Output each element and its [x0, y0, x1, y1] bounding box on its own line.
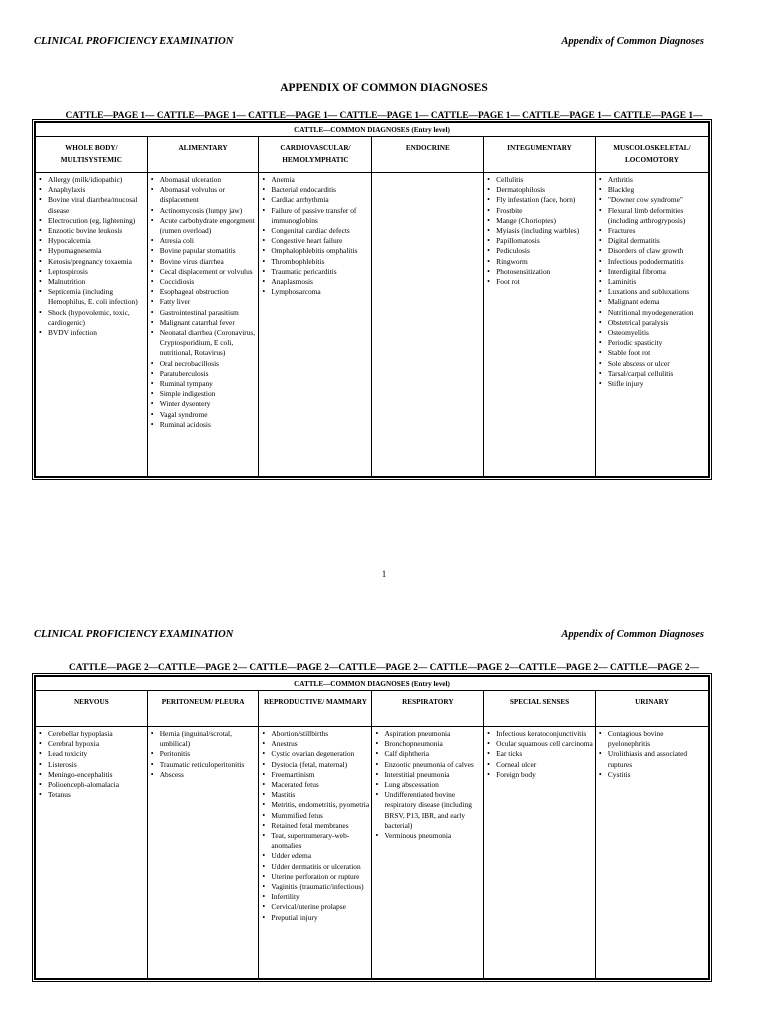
diagnosis-item: • Blackleg	[599, 185, 706, 195]
diagnosis-item: • Frostbite	[487, 206, 593, 216]
diagnosis-item: • Arthritis	[599, 175, 706, 185]
diagnosis-item: • Polioenceph-alomalacia	[39, 780, 145, 790]
diagnosis-item: • Traumatic reticuloperitonitis	[151, 760, 257, 770]
diagnosis-item: • Obstetrical paralysis	[599, 318, 706, 328]
page-header	[34, 36, 704, 47]
page1-diagnoses-table	[34, 121, 710, 478]
diagnosis-item: • Infectious keratoconjunctivitis	[487, 729, 593, 739]
diagnosis-item: • Bovine viral diarrhea/mucosal disease	[39, 195, 145, 215]
diagnosis-item: • Ocular squamous cell carcinoma	[487, 739, 593, 749]
diagnosis-item: • Simple indigestion	[151, 389, 257, 399]
column-heading: PERITONEUM/ PLEURA	[147, 691, 259, 727]
diagnosis-item: • Ketosis/pregnancy toxaemia	[39, 257, 145, 267]
diagnosis-item: • Urolithiasis and associated ruptures	[599, 749, 706, 769]
diagnosis-list	[262, 175, 369, 297]
diagnosis-list-cell	[372, 727, 484, 979]
diagnosis-item: • Hernia (inguinal/scrotal, umbilical)	[151, 729, 257, 749]
diagnosis-item: • Verminous pneumonia	[375, 831, 481, 841]
diagnosis-item: • Stable foot rot	[599, 348, 706, 358]
diagnosis-item: • Cerebellar hypoplasia	[39, 729, 145, 739]
diagnosis-item: • Foot rot	[487, 277, 593, 287]
diagnosis-item: • Lymphosarcoma	[262, 287, 369, 297]
diagnosis-item: • Teat, supernumerary-web-anomalies	[262, 831, 369, 851]
diagnosis-item: • Preputial injury	[262, 913, 369, 923]
diagnosis-item: • Leptospirosis	[39, 267, 145, 277]
diagnosis-item: • Papillomatosis	[487, 236, 593, 246]
diagnosis-item: • Paratuberculosis	[151, 369, 257, 379]
diagnosis-item: • Stifle injury	[599, 379, 706, 389]
diagnosis-item: • Oral necrobacillosis	[151, 359, 257, 369]
diagnosis-item: • Ringworm	[487, 257, 593, 267]
diagnosis-item: • Malignant catarrhal fever	[151, 318, 257, 328]
diagnosis-item: • Contagious bovine pyelonephritis	[599, 729, 706, 749]
diagnosis-list-cell	[259, 173, 372, 477]
diagnosis-item: • Freemartinism	[262, 770, 369, 780]
column-heading: MUSCOLOSKELETAL/ LOCOMOTORY	[595, 137, 708, 173]
diagnosis-item: • Mummified fetus	[262, 811, 369, 821]
diagnosis-item: • Acute carbohydrate engorgment (rumen overload)	[151, 216, 257, 236]
diagnosis-list-cell	[484, 727, 596, 979]
diagnosis-item: • Anaplasmosis	[262, 277, 369, 287]
diagnosis-list-cell	[36, 727, 148, 979]
diagnosis-item: • Cecal displacement or volvulus	[151, 267, 257, 277]
column-heading: SPECIAL SENSES	[484, 691, 596, 727]
diagnosis-item: • Foreign body	[487, 770, 593, 780]
diagnosis-item: • Sole abscess or ulcer	[599, 359, 706, 369]
diagnosis-item: • Dermatophilosis	[487, 185, 593, 195]
diagnosis-item: • Tarsal/carpal cellulitis	[599, 369, 706, 379]
diagnosis-item: • Disorders of claw growth	[599, 246, 706, 256]
diagnosis-item: • Omphalophlebitis omphalitis	[262, 246, 369, 256]
diagnosis-item: • Abomasal ulceration	[151, 175, 257, 185]
diagnosis-item: • Listerosis	[39, 760, 145, 770]
diagnosis-item: • Udder dermatitis or ulceration	[262, 862, 369, 872]
diagnosis-item: • Enzootic bovine leukosis	[39, 226, 145, 236]
diagnosis-item: • Enzootic pneumonia of calves	[375, 760, 481, 770]
diagnosis-item: • Myiasis (including warbles)	[487, 226, 593, 236]
diagnosis-item: • Mange (Chorioptes)	[487, 216, 593, 226]
diagnosis-item: • Ear ticks	[487, 749, 593, 759]
diagnosis-item: • Cystic ovarian degeneration	[262, 749, 369, 759]
diagnosis-list	[39, 729, 145, 800]
diagnosis-list-cell	[147, 727, 259, 979]
diagnosis-item: • Luxations and subluxations	[599, 287, 706, 297]
diagnosis-item: • Thrombophlebitis	[262, 257, 369, 267]
diagnosis-item: • Anaphylaxis	[39, 185, 145, 195]
header-left-title: CLINICAL PROFICIENCY EXAMINATION	[34, 629, 234, 640]
column-heading: ALIMENTARY	[147, 137, 259, 173]
diagnosis-item: • Traumatic pericarditis	[262, 267, 369, 277]
diagnosis-list	[487, 175, 593, 287]
diagnosis-item: • Congestive heart failure	[262, 236, 369, 246]
diagnosis-item: • Osteomyelitis	[599, 328, 706, 338]
diagnosis-item: • Cardiac arrhythmia	[262, 195, 369, 205]
diagnosis-item: • Allergy (milk/idiopathic)	[39, 175, 145, 185]
diagnosis-item: • Mastitis	[262, 790, 369, 800]
diagnosis-item: • Fly infestation (face, horn)	[487, 195, 593, 205]
diagnosis-item: • Gastrointestinal parasitism	[151, 308, 257, 318]
diagnosis-item: • Laminitis	[599, 277, 706, 287]
diagnosis-list-cell	[259, 727, 372, 979]
diagnosis-item: • Hypomagnesemia	[39, 246, 145, 256]
page1-ribbon: CATTLE—PAGE 1— CATTLE—PAGE 1— CATTLE—PAGE 1— CATTLE—PAGE 1— CATTLE—PAGE 1— CATTLE—PAGE 1— CATTLE—PAGE 1—	[65, 111, 703, 121]
diagnosis-item: • Digital dermatitis	[599, 236, 706, 246]
diagnosis-list-cell	[484, 173, 596, 477]
diagnosis-item: • Tetanus	[39, 790, 145, 800]
diagnosis-item: • Macerated fetus	[262, 780, 369, 790]
diagnosis-item: • Metritis, endometritis, pyometria	[262, 800, 369, 810]
column-heading: REPRODUCTIVE/ MAMMARY	[259, 691, 372, 727]
document-title: APPENDIX OF COMMON DIAGNOSES	[280, 82, 488, 94]
diagnosis-item: • Anestrus	[262, 739, 369, 749]
diagnosis-item: • Congenital cardiac defects	[262, 226, 369, 236]
diagnosis-item: • "Downer cow syndrome"	[599, 195, 706, 205]
diagnosis-item: • Interstitial pneumonia	[375, 770, 481, 780]
diagnosis-list-cell	[595, 173, 708, 477]
diagnosis-item: • Meningo-encephalitis	[39, 770, 145, 780]
diagnosis-item: • Vaginitis (traumatic/infectious)	[262, 882, 369, 892]
diagnosis-item: • Pediculosis	[487, 246, 593, 256]
diagnosis-list	[39, 175, 145, 338]
diagnosis-list	[599, 729, 706, 780]
diagnosis-item: • Udder edema	[262, 851, 369, 861]
diagnosis-item: • Lead toxicity	[39, 749, 145, 759]
diagnosis-item: • Photosensitization	[487, 267, 593, 277]
diagnosis-item: • Neonatal diarrhea (Coronavirus, Cryptosporidium, E coli, nutritional, Rotavirus)	[151, 328, 257, 359]
diagnosis-item: • Calf diphtheria	[375, 749, 481, 759]
diagnosis-item: • Dystocia (fetal, maternal)	[262, 760, 369, 770]
diagnosis-item: • Ruminal acidosis	[151, 420, 257, 430]
diagnosis-item: • Malignant edema	[599, 297, 706, 307]
diagnosis-item: • Infectious pododermatitis	[599, 257, 706, 267]
diagnosis-item: • Esophageal obstruction	[151, 287, 257, 297]
diagnosis-item: • Abortion/stillbirths	[262, 729, 369, 739]
diagnosis-item: • Flexural limb deformities (including arthrogryposis)	[599, 206, 706, 226]
diagnosis-item: • Uterine perforation or rupture	[262, 872, 369, 882]
diagnosis-item: • Electrocution (eg, lightening)	[39, 216, 145, 226]
column-heading: INTEGUMENTARY	[484, 137, 596, 173]
diagnosis-list	[599, 175, 706, 389]
column-heading: CARDIOVASCULAR/ HEMOLYMPHATIC	[259, 137, 372, 173]
diagnosis-list	[375, 729, 481, 841]
diagnosis-item: • Fatty liver	[151, 297, 257, 307]
diagnosis-list-cell	[36, 173, 148, 477]
table-caption: CATTLE—COMMON DIAGNOSES (Entry level)	[36, 677, 709, 691]
diagnosis-item: • Corneal ulcer	[487, 760, 593, 770]
diagnosis-item: • Undifferentiated bovine respiratory disease (including BRSV, P13, IBR, and early bacterial)	[375, 790, 481, 831]
diagnosis-item: • Abscess	[151, 770, 257, 780]
diagnosis-item: • Retained fetal membranes	[262, 821, 369, 831]
diagnosis-item: • Septicemia (including Hemophilus, E. coli infection)	[39, 287, 145, 307]
diagnosis-item: • Fractures	[599, 226, 706, 236]
diagnosis-item: • Coccidiosis	[151, 277, 257, 287]
diagnosis-item: • Lung abscessation	[375, 780, 481, 790]
column-heading: RESPIRATORY	[372, 691, 484, 727]
diagnosis-item: • Ruminal tympany	[151, 379, 257, 389]
diagnosis-item: • Cellulitis	[487, 175, 593, 185]
diagnosis-item: • Failure of passive transfer of immunoglobins	[262, 206, 369, 226]
header-right-title: Appendix of Common Diagnoses	[561, 629, 704, 640]
diagnosis-item: • Bacterial endocarditis	[262, 185, 369, 195]
header-left-title: CLINICAL PROFICIENCY EXAMINATION	[34, 36, 234, 47]
diagnosis-item: • Bronchopneumonia	[375, 739, 481, 749]
diagnosis-list	[262, 729, 369, 923]
diagnosis-item: • Actinomycosis (lumpy jaw)	[151, 206, 257, 216]
diagnosis-item: • Shock (hypovolemic, toxic, cardiogenic)	[39, 308, 145, 328]
diagnosis-list-cell	[147, 173, 259, 477]
diagnosis-item: • Bovine papular stomatitis	[151, 246, 257, 256]
page-number: 1	[381, 569, 387, 579]
column-heading: ENDOCRINE	[372, 137, 484, 173]
diagnosis-list	[151, 729, 257, 780]
diagnosis-item: • Atresia coli	[151, 236, 257, 246]
diagnosis-item: • Cerebral hypoxia	[39, 739, 145, 749]
diagnosis-item: • Periodic spasticity	[599, 338, 706, 348]
diagnosis-item: • Aspiration pneumonia	[375, 729, 481, 739]
diagnosis-list-cell	[595, 727, 708, 979]
diagnosis-item: • Infertility	[262, 892, 369, 902]
diagnosis-item: • Vagal syndrome	[151, 410, 257, 420]
diagnosis-item: • Peritonitis	[151, 749, 257, 759]
page2-ribbon: CATTLE—PAGE 2—CATTLE—PAGE 2— CATTLE—PAGE 2—CATTLE—PAGE 2— CATTLE—PAGE 2—CATTLE—PAGE 2— CATTLE—PAGE 2—	[69, 663, 699, 673]
page-header	[34, 629, 704, 640]
diagnosis-item: • BVDV infection	[39, 328, 145, 338]
diagnosis-item: • Cervical/uterine prolapse	[262, 902, 369, 912]
diagnosis-item: • Nutritional myodegeneration	[599, 308, 706, 318]
diagnosis-list-cell	[372, 173, 484, 477]
diagnosis-list	[487, 729, 593, 780]
diagnosis-item: • Abomasal volvulus or displacement	[151, 185, 257, 205]
diagnosis-item: • Malnutrition	[39, 277, 145, 287]
column-heading: NERVOUS	[36, 691, 148, 727]
diagnosis-item: • Interdigital fibroma	[599, 267, 706, 277]
header-right-title: Appendix of Common Diagnoses	[561, 36, 704, 47]
diagnosis-item: • Winter dysentery	[151, 399, 257, 409]
diagnosis-item: • Anemia	[262, 175, 369, 185]
table-caption: CATTLE—COMMON DIAGNOSES (Entry level)	[36, 123, 709, 137]
column-heading: WHOLE BODY/ MULTISYSTEMIC	[36, 137, 148, 173]
column-heading: URINARY	[595, 691, 708, 727]
diagnosis-item: • Bovine virus diarrhea	[151, 257, 257, 267]
diagnosis-list	[151, 175, 257, 430]
diagnosis-item: • Cystitis	[599, 770, 706, 780]
page2-diagnoses-table	[34, 675, 710, 980]
diagnosis-item: • Hypocalcemia	[39, 236, 145, 246]
